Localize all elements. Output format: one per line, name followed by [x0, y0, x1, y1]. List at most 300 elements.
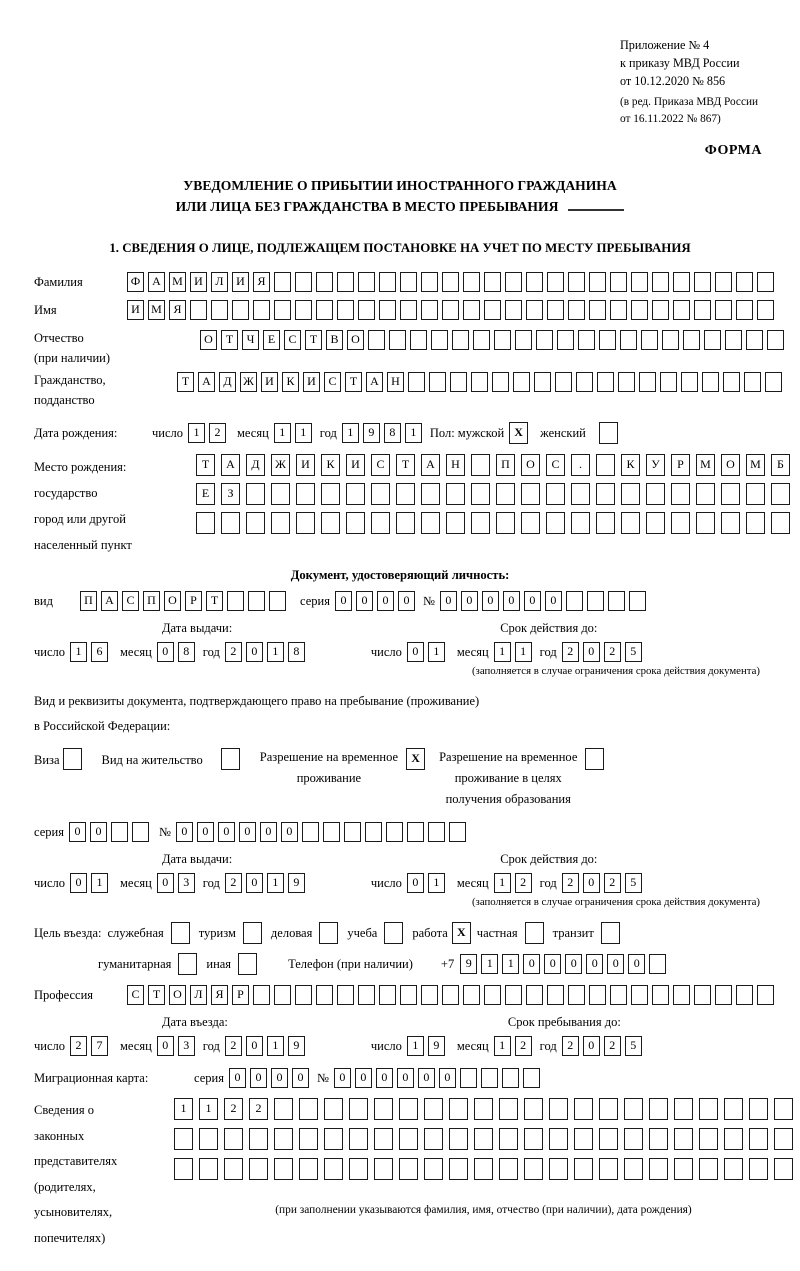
form-cell[interactable]	[566, 591, 583, 611]
form-cell[interactable]	[442, 300, 459, 320]
form-cell[interactable]	[400, 985, 417, 1005]
form-cell[interactable]	[774, 1158, 793, 1180]
form-cell[interactable]	[274, 1158, 293, 1180]
form-cell[interactable]	[424, 1098, 443, 1120]
form-cell[interactable]: 0	[250, 1068, 267, 1088]
form-cell[interactable]: Т	[196, 454, 215, 476]
form-cell[interactable]	[767, 330, 784, 350]
form-cell[interactable]	[621, 483, 640, 505]
form-cell[interactable]	[715, 985, 732, 1005]
form-cell[interactable]: О	[169, 985, 186, 1005]
form-cell[interactable]: 0	[586, 954, 603, 974]
form-cell[interactable]	[624, 1158, 643, 1180]
form-cell[interactable]	[723, 372, 740, 392]
form-cell[interactable]: 0	[482, 591, 499, 611]
form-cell[interactable]	[384, 922, 403, 944]
form-cell[interactable]	[249, 1158, 268, 1180]
form-cell[interactable]: 0	[90, 822, 107, 842]
form-cell[interactable]	[396, 512, 415, 534]
form-cell[interactable]: Т	[148, 985, 165, 1005]
form-cell[interactable]	[549, 1158, 568, 1180]
form-cell[interactable]	[696, 512, 715, 534]
form-cell[interactable]: 0	[157, 1036, 174, 1056]
form-cell[interactable]	[316, 272, 333, 292]
form-cell[interactable]	[400, 272, 417, 292]
form-cell[interactable]	[324, 1128, 343, 1150]
form-cell[interactable]	[662, 330, 679, 350]
form-cell[interactable]	[524, 1128, 543, 1150]
form-cell[interactable]	[484, 985, 501, 1005]
form-cell[interactable]: С	[284, 330, 301, 350]
form-cell[interactable]	[618, 372, 635, 392]
form-cell[interactable]: 2	[604, 873, 621, 893]
form-cell[interactable]: 1	[481, 954, 498, 974]
form-cell[interactable]: 2	[604, 642, 621, 662]
form-cell[interactable]: 0	[524, 591, 541, 611]
form-cell[interactable]: 0	[157, 642, 174, 662]
form-cell[interactable]	[431, 330, 448, 350]
form-cell[interactable]	[421, 483, 440, 505]
form-cell[interactable]: X	[509, 422, 528, 444]
form-cell[interactable]: 1	[407, 1036, 424, 1056]
form-cell[interactable]	[596, 454, 615, 476]
form-cell[interactable]	[526, 272, 543, 292]
form-cell[interactable]	[557, 330, 574, 350]
form-cell[interactable]: 9	[288, 1036, 305, 1056]
form-cell[interactable]	[374, 1158, 393, 1180]
form-cell[interactable]	[674, 1128, 693, 1150]
form-cell[interactable]: С	[122, 591, 139, 611]
form-cell[interactable]	[499, 1128, 518, 1150]
form-cell[interactable]: 9	[363, 423, 380, 443]
form-cell[interactable]	[574, 1128, 593, 1150]
form-cell[interactable]	[274, 272, 291, 292]
form-cell[interactable]: 0	[246, 1036, 263, 1056]
form-cell[interactable]: Ж	[240, 372, 257, 392]
form-cell[interactable]: 0	[335, 591, 352, 611]
form-cell[interactable]	[599, 330, 616, 350]
form-cell[interactable]: 1	[502, 954, 519, 974]
form-cell[interactable]: П	[80, 591, 97, 611]
form-cell[interactable]: 0	[418, 1068, 435, 1088]
form-cell[interactable]	[505, 985, 522, 1005]
form-cell[interactable]: 1	[188, 423, 205, 443]
form-cell[interactable]: Т	[345, 372, 362, 392]
form-cell[interactable]	[587, 591, 604, 611]
form-cell[interactable]: О	[164, 591, 181, 611]
form-cell[interactable]	[585, 748, 604, 770]
form-cell[interactable]: 2	[70, 1036, 87, 1056]
form-cell[interactable]	[724, 1128, 743, 1150]
form-cell[interactable]: 3	[178, 873, 195, 893]
form-cell[interactable]: 0	[440, 591, 457, 611]
form-cell[interactable]: У	[646, 454, 665, 476]
form-cell[interactable]: Р	[671, 454, 690, 476]
form-cell[interactable]	[421, 985, 438, 1005]
form-cell[interactable]: 0	[583, 1036, 600, 1056]
form-cell[interactable]	[319, 922, 338, 944]
form-cell[interactable]: К	[321, 454, 340, 476]
form-cell[interactable]	[736, 985, 753, 1005]
form-cell[interactable]	[649, 954, 666, 974]
form-cell[interactable]: 0	[69, 822, 86, 842]
form-cell[interactable]: 0	[157, 873, 174, 893]
form-cell[interactable]: И	[232, 272, 249, 292]
form-cell[interactable]	[574, 1098, 593, 1120]
form-cell[interactable]	[321, 483, 340, 505]
form-cell[interactable]	[460, 1068, 477, 1088]
form-cell[interactable]	[399, 1158, 418, 1180]
form-cell[interactable]	[396, 483, 415, 505]
form-cell[interactable]: 0	[260, 822, 277, 842]
form-cell[interactable]: 8	[288, 642, 305, 662]
form-cell[interactable]: 2	[562, 1036, 579, 1056]
form-cell[interactable]: 2	[224, 1098, 243, 1120]
form-cell[interactable]	[221, 512, 240, 534]
form-cell[interactable]: Я	[169, 300, 186, 320]
form-cell[interactable]	[400, 300, 417, 320]
form-cell[interactable]	[629, 591, 646, 611]
form-cell[interactable]: Т	[177, 372, 194, 392]
form-cell[interactable]	[199, 1158, 218, 1180]
form-cell[interactable]: Е	[196, 483, 215, 505]
form-cell[interactable]: И	[346, 454, 365, 476]
form-cell[interactable]	[568, 300, 585, 320]
form-cell[interactable]	[442, 985, 459, 1005]
form-cell[interactable]: 2	[225, 1036, 242, 1056]
form-cell[interactable]	[649, 1158, 668, 1180]
form-cell[interactable]	[546, 483, 565, 505]
form-cell[interactable]	[346, 512, 365, 534]
form-cell[interactable]	[248, 591, 265, 611]
form-cell[interactable]	[463, 272, 480, 292]
form-cell[interactable]: 2	[515, 1036, 532, 1056]
form-cell[interactable]: Л	[211, 272, 228, 292]
form-cell[interactable]	[450, 372, 467, 392]
form-cell[interactable]: С	[324, 372, 341, 392]
form-cell[interactable]: О	[721, 454, 740, 476]
form-cell[interactable]	[399, 1128, 418, 1150]
form-cell[interactable]	[368, 330, 385, 350]
form-cell[interactable]	[683, 330, 700, 350]
form-cell[interactable]	[499, 1158, 518, 1180]
form-cell[interactable]	[316, 300, 333, 320]
form-cell[interactable]	[484, 272, 501, 292]
form-cell[interactable]: 0	[281, 822, 298, 842]
form-cell[interactable]	[652, 272, 669, 292]
form-cell[interactable]: О	[521, 454, 540, 476]
form-cell[interactable]: 0	[439, 1068, 456, 1088]
form-cell[interactable]	[502, 1068, 519, 1088]
form-cell[interactable]	[174, 1158, 193, 1180]
form-cell[interactable]: 0	[246, 873, 263, 893]
form-cell[interactable]	[449, 822, 466, 842]
form-cell[interactable]: 1	[274, 423, 291, 443]
form-cell[interactable]	[243, 922, 262, 944]
form-cell[interactable]: 1	[174, 1098, 193, 1120]
form-cell[interactable]	[232, 300, 249, 320]
form-cell[interactable]: 0	[239, 822, 256, 842]
form-cell[interactable]	[399, 1098, 418, 1120]
form-cell[interactable]	[379, 985, 396, 1005]
form-cell[interactable]	[484, 300, 501, 320]
form-cell[interactable]	[624, 1128, 643, 1150]
form-cell[interactable]: 2	[562, 642, 579, 662]
form-cell[interactable]	[295, 300, 312, 320]
form-cell[interactable]: Ф	[127, 272, 144, 292]
form-cell[interactable]: Л	[190, 985, 207, 1005]
form-cell[interactable]	[671, 512, 690, 534]
form-cell[interactable]: 9	[428, 1036, 445, 1056]
form-cell[interactable]	[673, 300, 690, 320]
form-cell[interactable]: 0	[355, 1068, 372, 1088]
form-cell[interactable]	[274, 985, 291, 1005]
form-cell[interactable]	[505, 300, 522, 320]
form-cell[interactable]: 0	[356, 591, 373, 611]
form-cell[interactable]	[715, 300, 732, 320]
form-cell[interactable]: М	[169, 272, 186, 292]
form-cell[interactable]: 5	[625, 873, 642, 893]
form-cell[interactable]	[596, 512, 615, 534]
form-cell[interactable]	[421, 272, 438, 292]
form-cell[interactable]	[649, 1128, 668, 1150]
form-cell[interactable]	[171, 922, 190, 944]
form-cell[interactable]	[421, 512, 440, 534]
form-cell[interactable]	[428, 822, 445, 842]
form-cell[interactable]	[610, 272, 627, 292]
form-cell[interactable]	[474, 1098, 493, 1120]
form-cell[interactable]	[246, 512, 265, 534]
form-cell[interactable]	[596, 483, 615, 505]
form-cell[interactable]	[597, 372, 614, 392]
form-cell[interactable]: 0	[397, 1068, 414, 1088]
form-cell[interactable]: К	[282, 372, 299, 392]
form-cell[interactable]: 0	[70, 873, 87, 893]
form-cell[interactable]	[374, 1128, 393, 1150]
form-cell[interactable]	[379, 300, 396, 320]
form-cell[interactable]	[496, 483, 515, 505]
form-cell[interactable]: Б	[771, 454, 790, 476]
form-cell[interactable]	[463, 985, 480, 1005]
form-cell[interactable]	[337, 985, 354, 1005]
form-cell[interactable]	[190, 300, 207, 320]
form-cell[interactable]: 0	[376, 1068, 393, 1088]
form-cell[interactable]	[424, 1128, 443, 1150]
form-cell[interactable]: С	[127, 985, 144, 1005]
form-cell[interactable]	[724, 1158, 743, 1180]
form-cell[interactable]	[571, 483, 590, 505]
form-cell[interactable]: 7	[91, 1036, 108, 1056]
form-cell[interactable]	[238, 953, 257, 975]
form-cell[interactable]	[337, 300, 354, 320]
form-cell[interactable]	[296, 512, 315, 534]
form-cell[interactable]	[63, 748, 82, 770]
form-cell[interactable]	[571, 512, 590, 534]
form-cell[interactable]	[674, 1098, 693, 1120]
form-cell[interactable]: Ж	[271, 454, 290, 476]
form-cell[interactable]	[365, 822, 382, 842]
form-cell[interactable]	[521, 512, 540, 534]
form-cell[interactable]: 0	[607, 954, 624, 974]
form-cell[interactable]	[295, 272, 312, 292]
form-cell[interactable]	[696, 483, 715, 505]
form-cell[interactable]: А	[366, 372, 383, 392]
form-cell[interactable]	[471, 512, 490, 534]
form-cell[interactable]	[337, 272, 354, 292]
form-cell[interactable]: 2	[249, 1098, 268, 1120]
form-cell[interactable]: 0	[176, 822, 193, 842]
form-cell[interactable]	[549, 1098, 568, 1120]
form-cell[interactable]	[349, 1128, 368, 1150]
form-cell[interactable]	[178, 953, 197, 975]
form-cell[interactable]	[132, 822, 149, 842]
form-cell[interactable]	[452, 330, 469, 350]
form-cell[interactable]	[174, 1128, 193, 1150]
form-cell[interactable]: А	[198, 372, 215, 392]
form-cell[interactable]: М	[696, 454, 715, 476]
form-cell[interactable]: 9	[460, 954, 477, 974]
form-cell[interactable]	[624, 1098, 643, 1120]
form-cell[interactable]	[631, 985, 648, 1005]
form-cell[interactable]	[721, 483, 740, 505]
form-cell[interactable]: 2	[225, 642, 242, 662]
form-cell[interactable]: 5	[625, 1036, 642, 1056]
form-cell[interactable]	[524, 1098, 543, 1120]
form-cell[interactable]: 1	[267, 873, 284, 893]
form-cell[interactable]: 1	[295, 423, 312, 443]
form-cell[interactable]: Р	[232, 985, 249, 1005]
form-cell[interactable]: 1	[428, 642, 445, 662]
form-cell[interactable]	[599, 1098, 618, 1120]
form-cell[interactable]: Т	[396, 454, 415, 476]
form-cell[interactable]	[358, 985, 375, 1005]
form-cell[interactable]: 0	[503, 591, 520, 611]
form-cell[interactable]: 2	[225, 873, 242, 893]
form-cell[interactable]	[694, 272, 711, 292]
form-cell[interactable]	[652, 985, 669, 1005]
form-cell[interactable]: 0	[271, 1068, 288, 1088]
form-cell[interactable]	[639, 372, 656, 392]
form-cell[interactable]	[296, 483, 315, 505]
form-cell[interactable]	[449, 1128, 468, 1150]
form-cell[interactable]	[646, 483, 665, 505]
form-cell[interactable]	[704, 330, 721, 350]
form-cell[interactable]	[471, 454, 490, 476]
form-cell[interactable]	[715, 272, 732, 292]
form-cell[interactable]: 2	[604, 1036, 621, 1056]
form-cell[interactable]: 0	[229, 1068, 246, 1088]
form-cell[interactable]: 0	[407, 873, 424, 893]
form-cell[interactable]	[601, 922, 620, 944]
form-cell[interactable]	[608, 591, 625, 611]
form-cell[interactable]: 1	[70, 642, 87, 662]
form-cell[interactable]	[574, 1158, 593, 1180]
form-cell[interactable]: 5	[625, 642, 642, 662]
form-cell[interactable]: 0	[218, 822, 235, 842]
form-cell[interactable]	[757, 300, 774, 320]
form-cell[interactable]: И	[190, 272, 207, 292]
form-cell[interactable]: 9	[288, 873, 305, 893]
form-cell[interactable]	[536, 330, 553, 350]
form-cell[interactable]	[547, 272, 564, 292]
form-cell[interactable]	[371, 512, 390, 534]
form-cell[interactable]	[346, 483, 365, 505]
form-cell[interactable]: X	[452, 922, 471, 944]
form-cell[interactable]	[224, 1128, 243, 1150]
form-cell[interactable]: П	[143, 591, 160, 611]
form-cell[interactable]: Р	[185, 591, 202, 611]
form-cell[interactable]	[321, 512, 340, 534]
form-cell[interactable]: 1	[494, 642, 511, 662]
form-cell[interactable]: 0	[565, 954, 582, 974]
form-cell[interactable]: 1	[494, 1036, 511, 1056]
form-cell[interactable]: Н	[387, 372, 404, 392]
form-cell[interactable]	[299, 1098, 318, 1120]
form-cell[interactable]	[299, 1158, 318, 1180]
form-cell[interactable]	[646, 512, 665, 534]
form-cell[interactable]	[442, 272, 459, 292]
form-cell[interactable]	[449, 1098, 468, 1120]
form-cell[interactable]	[424, 1158, 443, 1180]
form-cell[interactable]	[694, 300, 711, 320]
form-cell[interactable]	[421, 300, 438, 320]
form-cell[interactable]: А	[101, 591, 118, 611]
form-cell[interactable]: 1	[494, 873, 511, 893]
form-cell[interactable]: В	[326, 330, 343, 350]
form-cell[interactable]	[746, 483, 765, 505]
form-cell[interactable]	[534, 372, 551, 392]
form-cell[interactable]	[274, 1098, 293, 1120]
form-cell[interactable]	[358, 272, 375, 292]
form-cell[interactable]	[771, 483, 790, 505]
form-cell[interactable]	[513, 372, 530, 392]
form-cell[interactable]: Ч	[242, 330, 259, 350]
form-cell[interactable]	[631, 300, 648, 320]
form-cell[interactable]: И	[303, 372, 320, 392]
form-cell[interactable]	[671, 483, 690, 505]
form-cell[interactable]: 2	[515, 873, 532, 893]
form-cell[interactable]	[568, 272, 585, 292]
form-cell[interactable]	[749, 1098, 768, 1120]
form-cell[interactable]: М	[746, 454, 765, 476]
form-cell[interactable]: 1	[405, 423, 422, 443]
form-cell[interactable]	[673, 985, 690, 1005]
form-cell[interactable]	[358, 300, 375, 320]
form-cell[interactable]	[253, 985, 270, 1005]
form-cell[interactable]	[494, 330, 511, 350]
form-cell[interactable]	[746, 512, 765, 534]
form-cell[interactable]	[446, 512, 465, 534]
form-cell[interactable]: Т	[305, 330, 322, 350]
form-cell[interactable]	[324, 1158, 343, 1180]
form-cell[interactable]: X	[406, 748, 425, 770]
form-cell[interactable]: 1	[342, 423, 359, 443]
form-cell[interactable]	[199, 1128, 218, 1150]
form-cell[interactable]	[746, 330, 763, 350]
form-cell[interactable]	[371, 483, 390, 505]
form-cell[interactable]	[749, 1158, 768, 1180]
form-cell[interactable]: 0	[334, 1068, 351, 1088]
form-cell[interactable]	[549, 1128, 568, 1150]
form-cell[interactable]: Т	[206, 591, 223, 611]
form-cell[interactable]	[299, 1128, 318, 1150]
form-cell[interactable]	[631, 272, 648, 292]
form-cell[interactable]: И	[296, 454, 315, 476]
form-cell[interactable]	[496, 512, 515, 534]
form-cell[interactable]	[526, 300, 543, 320]
form-cell[interactable]	[555, 372, 572, 392]
form-cell[interactable]	[471, 483, 490, 505]
